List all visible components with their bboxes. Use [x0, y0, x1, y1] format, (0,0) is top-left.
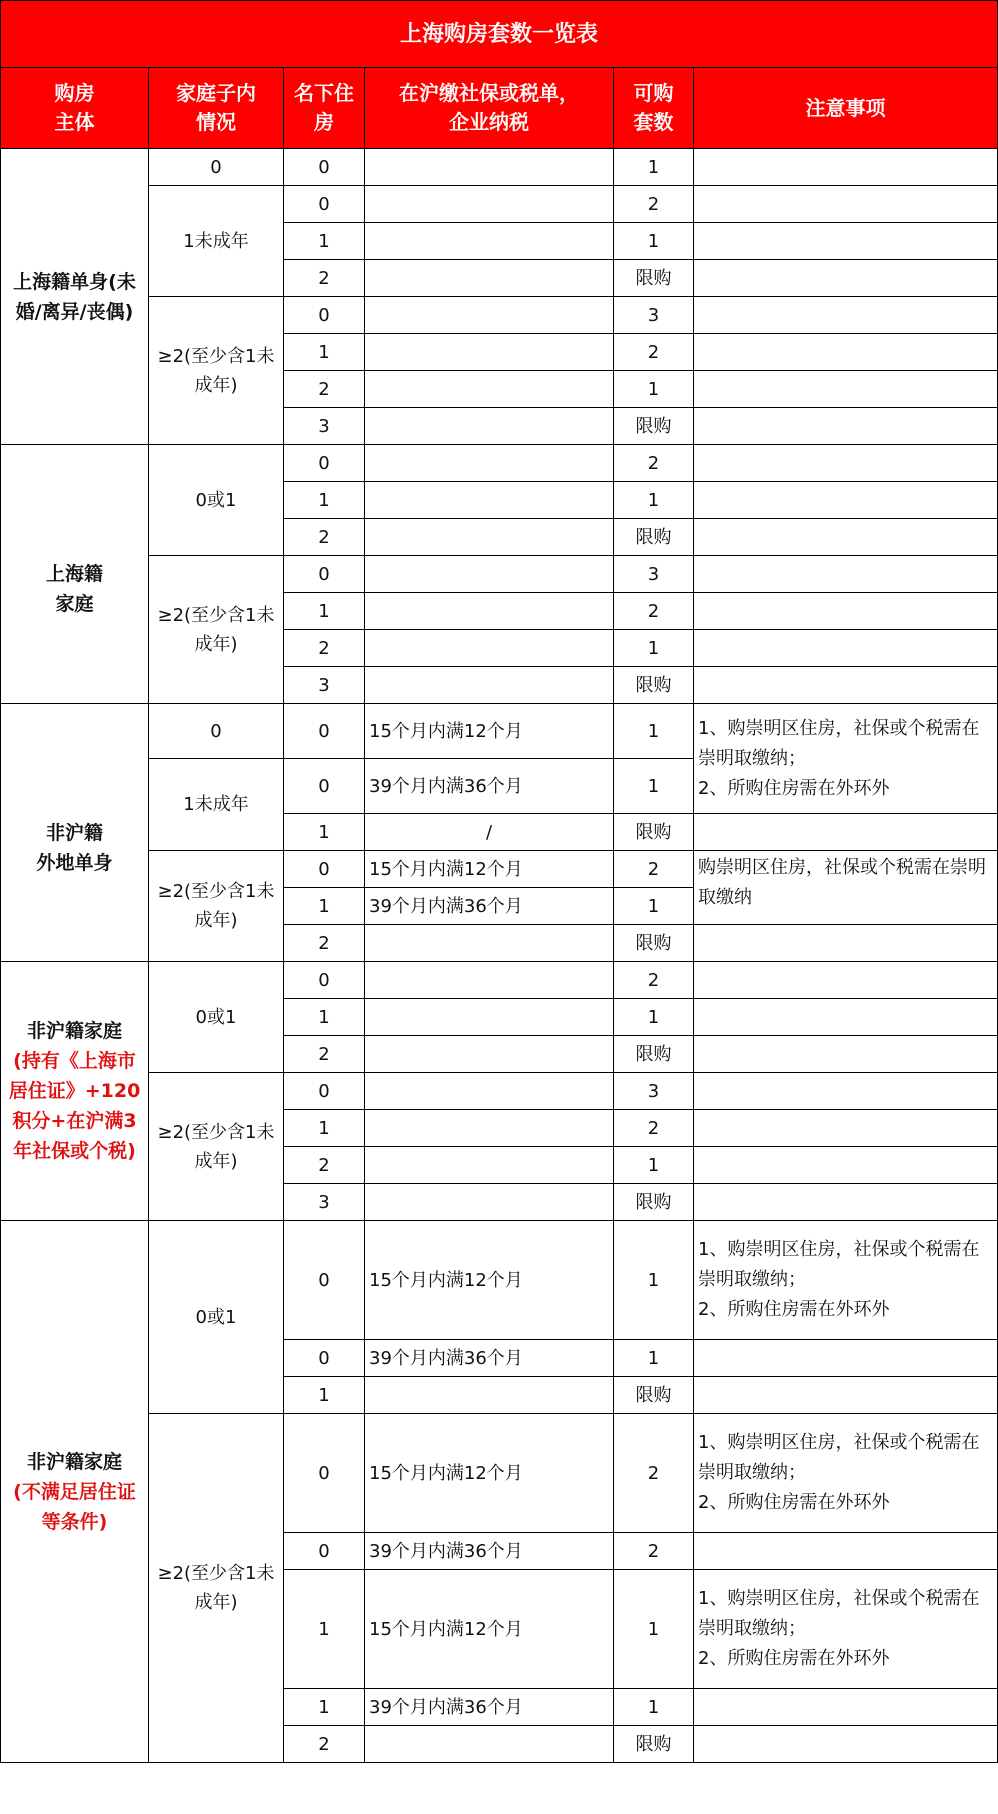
tax-cell [365, 519, 614, 556]
homes-cell: 1 [284, 334, 365, 371]
tax-cell [365, 445, 614, 482]
tax-cell [365, 186, 614, 223]
homes-cell: 2 [284, 1147, 365, 1184]
tax-cell [365, 223, 614, 260]
count-cell: 1 [614, 149, 694, 186]
homes-cell: 1 [284, 593, 365, 630]
children-cell: 0或1 [149, 445, 284, 556]
children-cell: 1未成年 [149, 186, 284, 297]
count-cell: 2 [614, 334, 694, 371]
homes-cell: 2 [284, 260, 365, 297]
note-cell [694, 593, 998, 630]
note-cell [694, 1726, 998, 1763]
group-subject [1, 1221, 149, 1763]
note-cell [694, 1184, 998, 1221]
tax-cell [365, 999, 614, 1036]
note-cell: 1、购崇明区住房，社保或个税需在崇明取缴纳； 2、所购住房需在外环外 [694, 1414, 998, 1533]
homes-cell: 0 [284, 851, 365, 888]
homes-cell: 3 [284, 1184, 365, 1221]
count-cell: 2 [614, 445, 694, 482]
homes-cell: 0 [284, 186, 365, 223]
children-cell: ≥2(至少含1未成年) [149, 556, 284, 704]
tax-cell [365, 1036, 614, 1073]
note-cell [694, 1533, 998, 1570]
count-cell: 2 [614, 1414, 694, 1533]
tax-cell [365, 925, 614, 962]
homes-cell: 2 [284, 630, 365, 667]
group-subject-condition: (持有《上海市居住证》+120积分+在沪满3年社保或个税) [8, 1050, 141, 1162]
note-cell [694, 667, 998, 704]
tax-cell [365, 593, 614, 630]
children-cell: 0或1 [149, 1221, 284, 1414]
group-subject-text: 上海籍单身(未婚/离异/丧偶) [13, 270, 136, 323]
homes-cell: 2 [284, 371, 365, 408]
tax-cell: 15个月内满12个月 [365, 1221, 614, 1340]
children-cell: 0 [149, 149, 284, 186]
tax-cell [365, 1184, 614, 1221]
count-cell: 限购 [614, 1184, 694, 1221]
homes-cell: 1 [284, 482, 365, 519]
children-cell: ≥2(至少含1未成年) [149, 851, 284, 962]
homes-cell: 0 [284, 1340, 365, 1377]
count-cell: 2 [614, 593, 694, 630]
homes-cell: 0 [284, 297, 365, 334]
count-cell: 1 [614, 999, 694, 1036]
header-subject: 购房 主体 [1, 68, 149, 149]
homes-cell: 0 [284, 1533, 365, 1570]
note-cell [694, 445, 998, 482]
count-cell: 1 [614, 1147, 694, 1184]
homes-cell: 1 [284, 1377, 365, 1414]
header-children: 家庭子内 情况 [149, 68, 284, 149]
note-cell [694, 519, 998, 556]
count-cell: 限购 [614, 814, 694, 851]
note-cell [694, 814, 998, 851]
note-cell [694, 962, 998, 999]
homes-cell: 1 [284, 814, 365, 851]
tax-cell [365, 334, 614, 371]
note-cell [694, 297, 998, 334]
count-cell: 1 [614, 888, 694, 925]
note-cell [694, 1377, 998, 1414]
children-cell: ≥2(至少含1未成年) [149, 1414, 284, 1763]
children-cell: ≥2(至少含1未成年) [149, 1073, 284, 1221]
count-cell: 1 [614, 630, 694, 667]
count-cell: 1 [614, 1340, 694, 1377]
group-subject [1, 962, 149, 1221]
group-subject-text: 非沪籍家庭 [26, 1450, 122, 1473]
note-cell [694, 999, 998, 1036]
note-cell [694, 1689, 998, 1726]
homes-cell: 0 [284, 759, 365, 814]
count-cell: 3 [614, 1073, 694, 1110]
tax-cell [365, 1377, 614, 1414]
note-cell [694, 334, 998, 371]
count-cell: 1 [614, 223, 694, 260]
children-cell: ≥2(至少含1未成年) [149, 297, 284, 445]
tax-cell [365, 297, 614, 334]
homes-cell: 2 [284, 1726, 365, 1763]
tax-cell [365, 556, 614, 593]
note-cell: 1、购崇明区住房，社保或个税需在崇明取缴纳； 2、所购住房需在外环外 [694, 1570, 998, 1689]
note-cell [694, 630, 998, 667]
homes-cell: 1 [284, 888, 365, 925]
count-cell: 限购 [614, 519, 694, 556]
count-cell: 2 [614, 851, 694, 888]
tax-cell: 15个月内满12个月 [365, 1570, 614, 1689]
count-cell: 限购 [614, 667, 694, 704]
table-title: 上海购房套数一览表 [1, 1, 998, 68]
group-subject-text: 上海籍 家庭 [45, 563, 103, 615]
count-cell: 1 [614, 371, 694, 408]
header-notes: 注意事项 [694, 68, 998, 149]
note-cell [694, 1073, 998, 1110]
note-cell [694, 408, 998, 445]
count-cell: 限购 [614, 260, 694, 297]
tax-cell: 15个月内满12个月 [365, 1414, 614, 1533]
count-cell: 限购 [614, 408, 694, 445]
note-cell [694, 1147, 998, 1184]
children-cell: 0或1 [149, 962, 284, 1073]
tax-cell [365, 371, 614, 408]
count-cell: 3 [614, 297, 694, 334]
count-cell: 1 [614, 1221, 694, 1340]
count-cell: 1 [614, 482, 694, 519]
homes-cell: 1 [284, 1570, 365, 1689]
group-subject [1, 149, 149, 445]
note-cell [694, 371, 998, 408]
group-subject [1, 704, 149, 962]
group-subject-condition: (不满足居住证等条件) [13, 1480, 136, 1533]
homes-cell: 2 [284, 1036, 365, 1073]
homes-cell: 0 [284, 149, 365, 186]
tax-cell [365, 260, 614, 297]
count-cell: 2 [614, 1110, 694, 1147]
header-homes: 名下住 房 [284, 68, 365, 149]
note-cell [694, 925, 998, 962]
note-cell: 1、购崇明区住房，社保或个税需在崇明取缴纳； 2、所购住房需在外环外 [694, 704, 998, 814]
tax-cell: / [365, 814, 614, 851]
tax-cell: 39个月内满36个月 [365, 1689, 614, 1726]
group-subject-text: 非沪籍家庭 [26, 1020, 122, 1042]
note-cell [694, 260, 998, 297]
header-tax: 在沪缴社保或税单， 企业纳税 [365, 68, 614, 149]
tax-cell: 15个月内满12个月 [365, 851, 614, 888]
homes-cell: 0 [284, 962, 365, 999]
homes-cell: 0 [284, 556, 365, 593]
tax-cell: 39个月内满36个月 [365, 1340, 614, 1377]
homes-cell: 1 [284, 223, 365, 260]
tax-cell [365, 1073, 614, 1110]
note-cell: 1、购崇明区住房，社保或个税需在崇明取缴纳； 2、所购住房需在外环外 [694, 1221, 998, 1340]
count-cell: 1 [614, 704, 694, 759]
homes-cell: 0 [284, 1073, 365, 1110]
homes-cell: 2 [284, 519, 365, 556]
note-cell [694, 186, 998, 223]
count-cell: 1 [614, 1689, 694, 1726]
group-subject [1, 445, 149, 704]
tax-cell [365, 1110, 614, 1147]
homes-cell: 1 [284, 999, 365, 1036]
tax-cell: 39个月内满36个月 [365, 888, 614, 925]
note-cell [694, 1340, 998, 1377]
tax-cell [365, 149, 614, 186]
tax-cell [365, 962, 614, 999]
note-cell [694, 223, 998, 260]
note-cell: 购崇明区住房，社保或个税需在崇明取缴纳 [694, 851, 998, 925]
count-cell: 限购 [614, 1036, 694, 1073]
count-cell: 3 [614, 556, 694, 593]
homes-cell: 1 [284, 1689, 365, 1726]
count-cell: 1 [614, 1570, 694, 1689]
header-count: 可购 套数 [614, 68, 694, 149]
count-cell: 2 [614, 186, 694, 223]
tax-cell: 15个月内满12个月 [365, 704, 614, 759]
count-cell: 1 [614, 759, 694, 814]
tax-cell [365, 408, 614, 445]
count-cell: 2 [614, 962, 694, 999]
tax-cell [365, 1147, 614, 1184]
homes-cell: 0 [284, 1221, 365, 1340]
count-cell: 限购 [614, 925, 694, 962]
homes-cell: 3 [284, 408, 365, 445]
tax-cell [365, 667, 614, 704]
tax-cell: 39个月内满36个月 [365, 759, 614, 814]
tax-cell [365, 630, 614, 667]
note-cell [694, 149, 998, 186]
note-cell [694, 1036, 998, 1073]
children-cell: 1未成年 [149, 759, 284, 851]
homes-cell: 0 [284, 704, 365, 759]
homes-cell: 3 [284, 667, 365, 704]
tax-cell: 39个月内满36个月 [365, 1533, 614, 1570]
count-cell: 2 [614, 1533, 694, 1570]
homes-cell: 1 [284, 1110, 365, 1147]
note-cell [694, 1110, 998, 1147]
count-cell: 限购 [614, 1377, 694, 1414]
note-cell [694, 482, 998, 519]
homes-cell: 0 [284, 1414, 365, 1533]
tax-cell [365, 482, 614, 519]
tax-cell [365, 1726, 614, 1763]
homes-cell: 2 [284, 925, 365, 962]
homes-cell: 0 [284, 445, 365, 482]
group-subject-text: 非沪籍 外地单身 [36, 821, 113, 874]
count-cell: 限购 [614, 1726, 694, 1763]
note-cell [694, 556, 998, 593]
children-cell: 0 [149, 704, 284, 759]
